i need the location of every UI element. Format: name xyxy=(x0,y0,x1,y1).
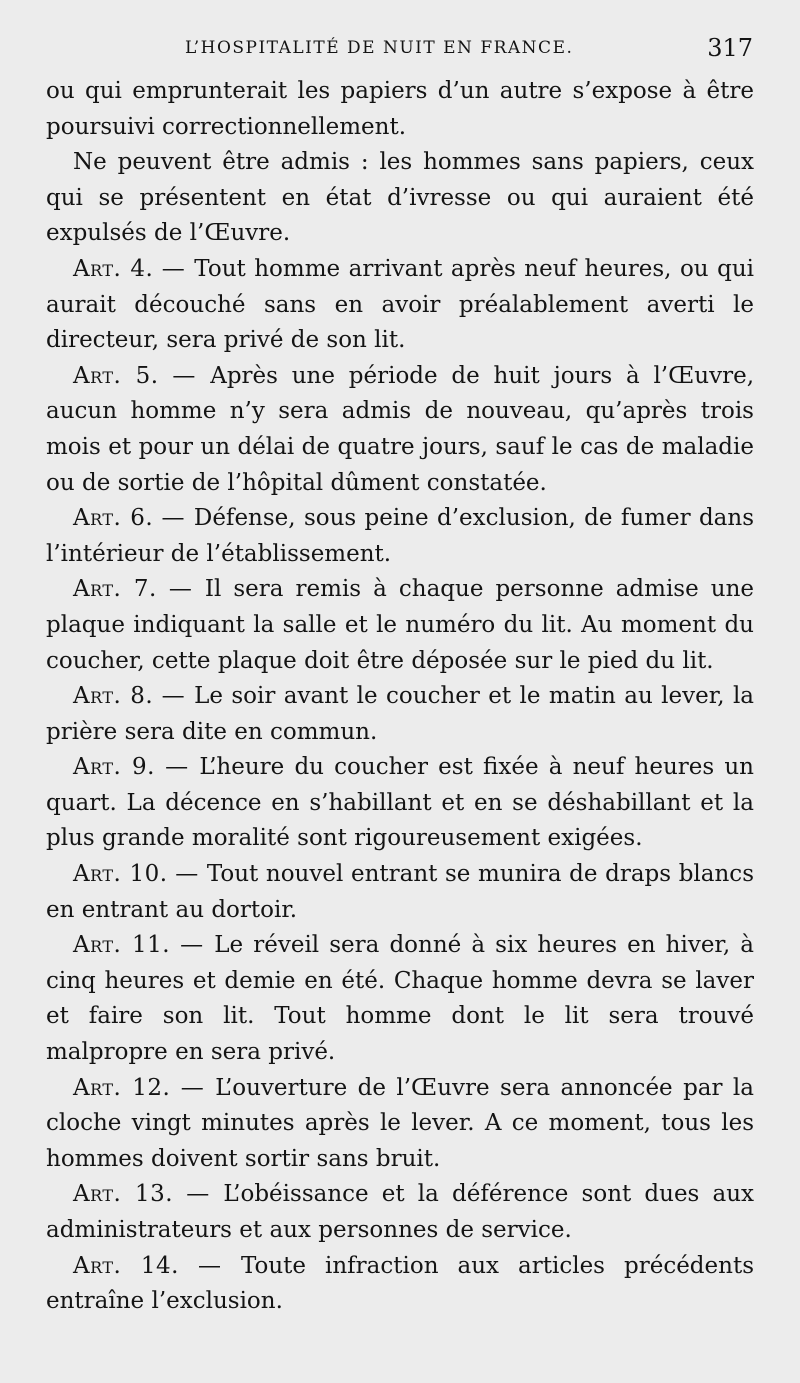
dash-separator: — xyxy=(197,1252,222,1279)
article-label: Art. 10. xyxy=(73,861,168,888)
running-title: L’HOSPITALITÉ DE NUIT EN FRANCE. xyxy=(185,38,574,58)
article-label: Art. 6. xyxy=(73,505,154,532)
article-11 xyxy=(46,928,754,1070)
article-text: Tout homme arrivant après neuf heures, ou qui aurait découché sans en avoir préalablement averti le directeur, sera privé de son lit. xyxy=(46,255,755,354)
article-label: Art. 14. xyxy=(73,1252,179,1279)
article-13 xyxy=(46,1177,754,1248)
dash-separator: — xyxy=(180,932,205,959)
page-number: 317 xyxy=(707,34,753,62)
article-12 xyxy=(46,1071,754,1178)
paragraph-admission: Ne peuvent être admis : les hommes sans papiers, ceux qui se présentent en état d’ivresse ou qui auraient été expulsés de l’Œuvre. xyxy=(46,149,754,247)
dash-separator: — xyxy=(165,754,190,781)
article-text: Après une période de huit jours à l’Œuvre, aucun homme n’y sera admis de nouveau, qu’après trois mois et pour un délai de quatre jours, sauf le cas de maladie ou de sortie de l’hôpital dûment constatée. xyxy=(46,362,755,496)
article-text: Défense, sous peine d’exclusion, de fumer dans l’intérieur de l’établissement. xyxy=(46,505,755,567)
article-text: Toute infraction aux articles précédents entraîne l’exclusion. xyxy=(46,1252,754,1315)
article-label: Art. 4. xyxy=(73,255,154,282)
dash-separator: — xyxy=(175,861,200,888)
article-8 xyxy=(46,679,754,750)
article-text: Il sera remis à chaque personne admise une plaque indiquant la salle et le numéro du lit. Au moment du coucher, cette plaque doit être déposée sur le pied du lit. xyxy=(46,576,754,674)
dash-separator: — xyxy=(168,576,193,603)
article-text: L’heure du coucher est fixée à neuf heures un quart. La décence en s’habillant et en se déshabillant et la plus grande moralité sont rigoureusement exigées. xyxy=(46,754,754,852)
article-9 xyxy=(46,750,754,857)
article-label: Art. 8. xyxy=(73,683,154,710)
article-label: Art. 5. xyxy=(73,362,159,389)
dash-separator: — xyxy=(180,1074,205,1101)
article-label: Art. 7. xyxy=(73,576,157,603)
article-text: L’ouverture de l’Œuvre sera annoncée par la cloche vingt minutes après le lever. A ce moment, tous les hommes doivent sortir sans bruit. xyxy=(46,1074,754,1172)
body-text xyxy=(46,74,754,1320)
article-label: Art. 13. xyxy=(73,1181,174,1208)
article-14 xyxy=(46,1249,754,1320)
page-header xyxy=(185,34,753,68)
article-label: Art. 9. xyxy=(73,754,155,781)
article-text: L’obéissance et la déférence sont dues aux administrateurs et aux personnes de service. xyxy=(46,1181,755,1243)
article-4 xyxy=(46,252,754,359)
dash-separator: — xyxy=(161,683,186,710)
article-6 xyxy=(46,501,754,572)
article-text: Le soir avant le coucher et le matin au lever, la prière sera dite en commun. xyxy=(46,683,755,745)
article-label: Art. 11. xyxy=(73,932,171,959)
dash-separator: — xyxy=(172,362,197,389)
dash-separator: — xyxy=(161,255,186,282)
article-10 xyxy=(46,857,754,928)
paragraph-continuation: ou qui emprunterait les papiers d’un autre s’expose à être poursuivi correctionnellement. xyxy=(46,78,754,140)
article-text: Tout nouvel entrant se munira de draps blancs en entrant au dortoir. xyxy=(46,861,754,923)
dash-separator: — xyxy=(161,505,186,532)
article-label: Art. 12. xyxy=(73,1074,171,1101)
article-5 xyxy=(46,359,754,501)
article-text: Le réveil sera donné à six heures en hiver, à cinq heures et demie en été. Chaque homme devra se laver et faire son lit. Tout homme dont le lit sera trouvé malpropre en sera privé. xyxy=(46,932,755,1066)
article-7 xyxy=(46,572,754,679)
dash-separator: — xyxy=(186,1181,211,1208)
